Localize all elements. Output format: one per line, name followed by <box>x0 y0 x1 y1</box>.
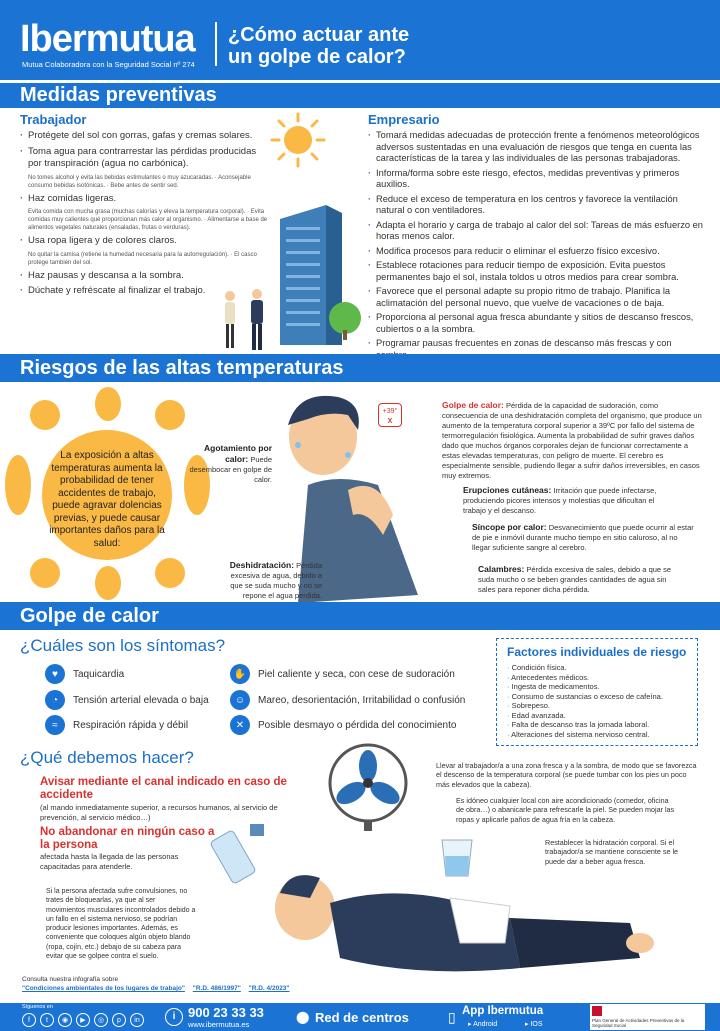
risk-factors-heading: Factores individuales de riesgo <box>507 645 687 659</box>
sun-ray <box>155 558 185 588</box>
list-item: · Programar pausas frecuentes en zonas de descanso más frescas y con <box>368 338 703 361</box>
header-divider <box>215 22 217 66</box>
list-item: · Alteraciones del sistema nervioso central. <box>507 730 687 740</box>
list-item: · Protégete del sol con gorras, gafas y cremas solares. <box>20 130 270 143</box>
logo-subtitle: Mutua Colaboradora con la Seguridad Social nº 274 <box>22 60 195 69</box>
linkedin-icon[interactable]: in <box>130 1013 144 1027</box>
risk-sincope: Síncope por calor: Desvanecimiento que puede ocurrir al estar de pie e inmóvil durante mucho tiempo en sitio caluroso, al no llegar suficiente sangre al cerebro. <box>472 522 694 552</box>
sun-ray <box>155 400 185 430</box>
worker-heading: Trabajador <box>20 112 87 127</box>
consult-text: Consulta nuestra infografía sobre <box>22 976 119 983</box>
info-icon: i <box>165 1008 183 1026</box>
list-item: · Reduce el exceso de temperatura en los centros y favorece la ventilación natural o con ventiladores. <box>368 194 703 217</box>
symptom-item: ◔ Tensión arterial elevada o baja <box>45 690 209 710</box>
list-item: · Favorece que el personal adapte su propio ritmo de trabajo. Planifica la aclimatación del personal nuevo, que vuelve de vacaciones o de baja. <box>368 286 703 309</box>
sun-icon <box>270 112 326 168</box>
list-item: · Proporciona al personal agua fresca abundante y sitios de descanso frescos, cubiertos o a la sombra. <box>368 312 703 335</box>
move-to-shade-text: Llevar al trabajador/a a una zona fresca y a la sombra, de modo que se favorezca el descenso de la temperatura corporal (se puede tumbar con los pies un poco más elevados que la cabeza). <box>436 761 697 789</box>
phone-app-icon: ▯ <box>448 1009 456 1025</box>
symptom-item: ☺ Mareo, desorientación, Irritabilidad o confusión <box>230 690 465 710</box>
centers-link[interactable]: Red de centros <box>315 1010 409 1025</box>
risk-calambres: Calambres: Pérdida excesiva de sales, debido a que se suda mucho o se beben grandes cantidades de agua sin sales para reponer dicha pérdida. <box>478 564 672 594</box>
header <box>0 0 720 80</box>
convulsions-text: Si la persona afectada sufre convulsiones, no trates de bloquearlas, ya que al ser movimientos musculares incontrolados debido a un fallo en el sistema nervioso, se podrían producir lesiones importantes. Además, es conveniente que coloques algún objeto blando (ropa, cojín, etc.) debajo de su cabeza para evitar que se golpee contra el suelo. <box>46 888 196 961</box>
list-item: · Sobrepeso. <box>507 701 687 711</box>
hydration-text: Restablecer la hidratación corporal. Si el trabajador/a se mantiene consciente se le puede dar a beber agua fresca. <box>545 838 679 866</box>
list-item: · Tomará medidas adecuadas de protección frente a fenómenos meteorológicos adversos sustentadas en una evaluación de riesgos que tenga en cuenta las características de la tarea y las individuales de las personas trabajadoras. <box>368 130 703 165</box>
temperature-badge: +39° X <box>378 403 402 427</box>
link-rd-4[interactable]: "R.D. 4/2023" <box>248 985 290 992</box>
employer-list <box>368 130 703 379</box>
pinterest-icon[interactable]: p <box>112 1013 126 1027</box>
ios-link[interactable]: ▸ IOS <box>525 1021 543 1028</box>
list-item: · Edad avanzada. <box>507 711 687 721</box>
faint-icon: ✕ <box>230 715 250 735</box>
section-prevention: Medidas preventivas <box>0 83 720 108</box>
android-link[interactable]: ▸ Android <box>468 1021 498 1028</box>
consult-links <box>22 984 322 994</box>
risk-golpe: Golpe de calor: Pérdida de la capacidad de sudoración, como consecuencia de una deshidratación completa del organismo, que produce un aumento de la temperatura corporal superior a 39ºC por fallo del sistema de termorregulación fisiológica. Aumenta la probabilidad de sufrir graves daños dado que muchos órganos corporales dejan de funcionar correctamente a estas elevadas temperaturas, con peligro de muerte. El cerebro es especialmente sensible, pudiendo llegar a sufrir daños irreversibles, en casos muy extremos. <box>442 400 702 480</box>
heart-icon: ♥ <box>45 664 65 684</box>
blood-pressure-icon: ◔ <box>45 690 65 710</box>
sun-ray <box>30 400 60 430</box>
list-item: · Usa ropa ligera y de colores claros. No quitar la camisa (retiene la humedad necesaria para la autorregulación). · El casco protege también del sol. <box>20 235 270 267</box>
logo: Ibermutua <box>20 18 195 60</box>
twitter-icon[interactable]: t <box>40 1013 54 1027</box>
fan-icon <box>318 738 418 838</box>
risk-deshidratacion: Deshidratación: Pérdida excesiva de agua, debido a que se suda mucho y no se repone el agua perdida. <box>229 560 322 600</box>
workers-illustration-icon <box>215 288 275 354</box>
risk-agotamiento: Agotamiento por calor: Puede desembocar en golpe de calor. <box>189 443 272 484</box>
list-item: · Antecedentes médicos. <box>507 673 687 683</box>
symptom-item: ✕ Posible desmayo o pérdida del conocimiento <box>230 715 456 735</box>
rss-icon[interactable]: ◉ <box>58 1013 72 1027</box>
sun-ray <box>95 387 121 421</box>
follow-us-label: Síguenos en <box>22 1004 53 1010</box>
list-item: · Haz comidas ligeras. Evita comida con mucha grasa (muchas calorías y eleva la temperatura corporal). · Evita comidas muy calientes qué proporcionan más calor al organismo. · Alimentarse a base de alimentos vegetales naturales (ensaladas, frutas o verduras). <box>20 193 270 233</box>
link-rd-486[interactable]: "R.D. 486/1997" <box>192 985 241 992</box>
list-item: · Haz pausas y descansa a la sombra. <box>20 270 270 283</box>
worker-list <box>20 130 270 301</box>
sub-note: Evita comida con mucha grasa (muchas calorías y eleva la temperatura corporal). · Evita comidas muy calientes qué proporcionan más calor al organismo. · Alimentarse a base de alimentos vegetales naturales (ensaladas, frutas o verduras). <box>28 209 268 231</box>
sub-note: No tomes alcohol y evita las bebidas estimulantes o muy azucaradas. · Aconsejable consumo bebidas isotónicas. · Bebe antes de sentir sed. <box>28 174 251 189</box>
dont-abandon-text: afectada hasta la llegada de las personas capacitadas para atenderle. <box>40 852 179 871</box>
list-item: · Informa/forma sobre este riesgo, efectos, medidas preventivas y primeros auxilios. <box>368 168 703 191</box>
section-risks: Riesgos de las altas temperaturas <box>0 354 720 382</box>
risk-erupciones: Erupciones cutáneas: Irritación que puede infectarse, produciendo picores intensos y molestias que dificultan el trabajo y el descanso. <box>463 485 657 515</box>
risk-factors-box <box>496 638 698 746</box>
symptom-item: ✋ Piel caliente y seca, con cese de sudoración <box>230 664 455 684</box>
list-item: · Establece rotaciones para reducir tiempo de exposición. Evita puestos permanentes bajo el sol, instala toldos u otros medios para crear sombra. <box>368 260 703 283</box>
footer <box>0 1003 720 1031</box>
notify-heading: Avisar mediante el canal indicado en caso de accidente <box>40 776 287 801</box>
list-item: · Modifica procesos para reducir o eliminar el esfuerzo físico excesivo. <box>368 246 703 258</box>
dizzy-icon: ☺ <box>230 690 250 710</box>
skin-icon: ✋ <box>230 664 250 684</box>
symptom-item: ♥ Taquicardia <box>45 664 124 684</box>
link-condiciones[interactable]: "Condiciones ambientales de los lugares de trabajo" <box>22 985 185 992</box>
list-item: · Dúchate y refréscate al finalizar el trabajo. <box>20 285 270 298</box>
what-to-do-heading: ¿Qué debemos hacer? <box>20 748 194 767</box>
risk-circle-text: La exposición a altas temperaturas aumenta la probabilidad de tener accidentes de trabajo, puede agravar dolencias previas, y puede causar importantes daños para la salud: <box>49 450 165 549</box>
notify-text: (al mando inmediatamente superior, a recursos humanos, al servicio de prevención, al servicio médico…) <box>40 803 278 822</box>
list-item: · Toma agua para contrarrestar las pérdidas producidas por transpiración (agua no carbónica). No tomes alcohol y evita las bebidas estimulantes o muy azucaradas. · Aconsejable consumo bebidas isotónicas. · Bebe antes de sentir sed. <box>20 146 270 190</box>
sun-ray <box>95 566 121 600</box>
sun-ray <box>5 455 31 515</box>
list-item: · Adapta el horario y carga de trabajo al calor del sol: Tareas de más esfuerzo en horas menos calor. <box>368 220 703 243</box>
youtube-icon[interactable]: ▶ <box>76 1013 90 1027</box>
sub-note: No quitar la camisa (retiene la humedad necesaria para la autorregulación). · El casco protege también del sol. <box>28 251 257 266</box>
lying-person-icon <box>250 848 660 998</box>
government-logo: Plan General de Actividades Preventivas de la Seguridad Social <box>590 1004 705 1030</box>
page-title: ¿Cómo actuar ante un golpe de calor? <box>228 24 410 68</box>
sun-ray <box>30 558 60 588</box>
list-item: · Ingesta de medicamentos. <box>507 682 687 692</box>
list-item: · Consumo de sustancias o exceso de cafeína. <box>507 692 687 702</box>
air-conditioning-text: Es idóneo cualquier local con aire acondicionado (comedor, oficina de obra…) o abanicarle para refrescarle la piel. Se pueden mojar las ropas y aplicarle paños de agua fría en la cabeza. <box>456 796 675 824</box>
app-label: App Ibermutua <box>462 1005 544 1017</box>
list-item: · Falta de descanso tras la jornada laboral. <box>507 720 687 730</box>
lungs-icon: ≈ <box>45 715 65 735</box>
facebook-icon[interactable]: f <box>22 1013 36 1027</box>
symptom-item: ≈ Respiración rápida y débil <box>45 715 188 735</box>
phone-number[interactable]: 900 23 33 33 <box>188 1005 264 1020</box>
website-link[interactable]: www.ibermutua.es <box>188 1020 250 1029</box>
section-golpe: Golpe de calor <box>0 602 720 630</box>
dont-abandon-heading: No abandonar en ningún caso a la persona <box>40 826 215 851</box>
risk-factors-list <box>507 663 687 739</box>
instagram-icon[interactable]: ◎ <box>94 1013 108 1027</box>
symptoms-heading: ¿Cuáles son los síntomas? <box>20 636 226 655</box>
tree-icon <box>325 300 365 340</box>
employer-heading: Empresario <box>368 112 440 127</box>
location-icon: ⬤ <box>296 1010 310 1024</box>
list-item: · Condición física. <box>507 663 687 673</box>
